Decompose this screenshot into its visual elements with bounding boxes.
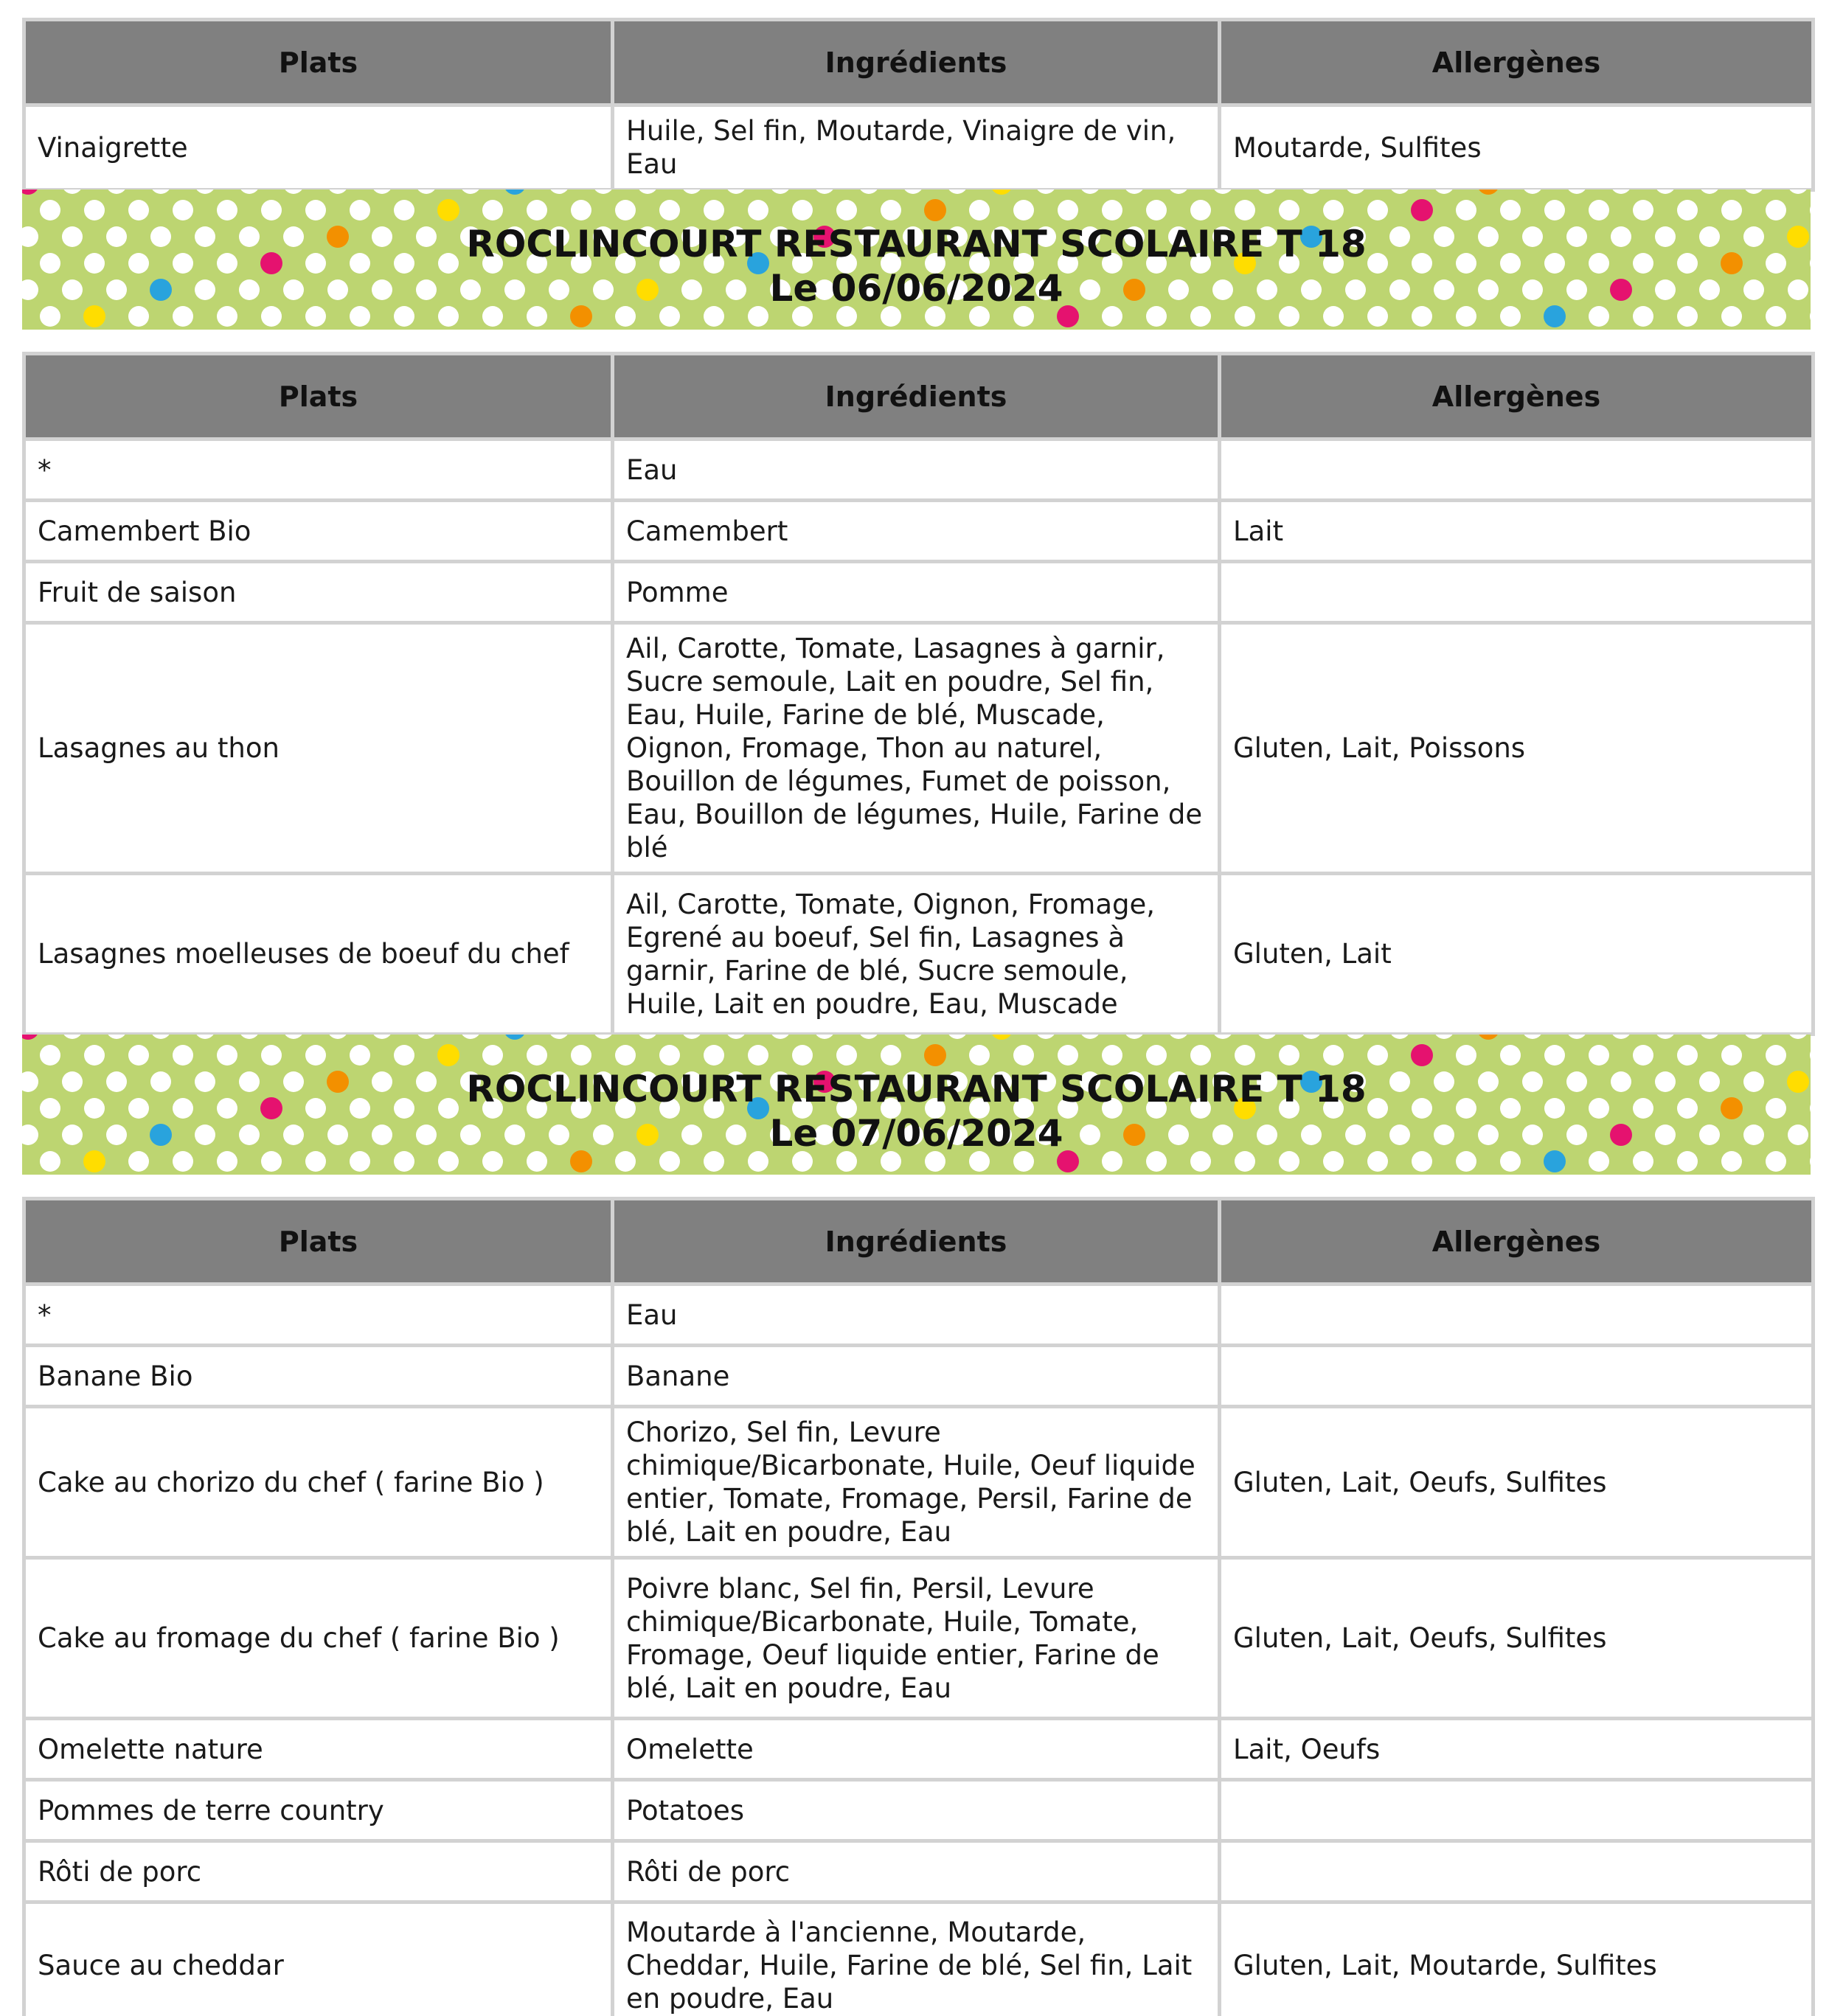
polka-dot [1633,200,1653,220]
polka-dot [416,1035,437,1039]
table-row [24,439,1814,501]
polka-dot [858,1035,879,1039]
polka-dot [659,1045,680,1066]
polka-dot [1102,1045,1122,1066]
restaurant-name: ROCLINCOURT RESTAURANT SCOLAIRE T 18 [466,1068,1367,1110]
table-row [24,1780,1814,1841]
polka-dot [84,1045,105,1066]
polka-dot [792,200,813,220]
cell-ingredients: Camembert [613,501,1220,562]
polka-dot [704,1045,724,1066]
polka-dot [1124,1035,1145,1039]
polka-dot [305,1045,326,1066]
polka-dot [1301,1035,1322,1039]
cell-allergenes [1220,439,1814,501]
column-header-ingredients: Ingrédients [613,354,1220,439]
polka-dot [1522,1035,1543,1039]
polka-dot [1035,1035,1056,1039]
polka-dot [704,200,724,220]
polka-dot [1212,1035,1233,1039]
polka-dot [1168,190,1189,194]
polka-dot [173,200,193,220]
polka-dot [1477,1035,1499,1040]
table-row [24,874,1814,1035]
polka-dot [261,200,282,220]
cell-ingredients: Chorizo, Sel fin, Levure chimique/Bicarbonate, Huile, Oeuf liquide entier, Tomate, Fromage, Persil, Farine de blé, Lait en poudre, Eau [613,1407,1220,1558]
polka-dot [858,190,879,194]
polka-dot [814,190,835,194]
polka-dot [1699,190,1720,194]
cell-ingredients: Eau [613,439,1220,501]
cell-plat: * [24,1285,613,1346]
menu-table-day2 [22,1197,1815,2016]
polka-dot [947,190,968,194]
cell-plat: Lasagnes moelleuses de boeuf du chef [24,874,613,1035]
polka-dot [924,199,946,221]
polka-dot [350,1045,370,1066]
polka-dot [1500,200,1521,220]
polka-dot [128,1045,149,1066]
polka-dot [327,1035,348,1039]
polka-dot [1124,190,1145,194]
polka-dot [1766,200,1786,220]
polka-dot [1257,190,1277,194]
polka-dot [1013,200,1034,220]
polka-dot [1544,1045,1565,1066]
polka-dot [1477,190,1499,195]
polka-dot [1743,190,1764,194]
polka-dot [1411,199,1433,221]
polka-dot [22,190,39,195]
polka-dot [195,190,215,194]
cell-ingredients: Poivre blanc, Sel fin, Persil, Levure chimique/Bicarbonate, Huile, Tomate, Fromage, Oeuf liquide entier, Farine de blé, Lait en poudre, Eau [613,1558,1220,1719]
table-row [24,562,1814,623]
polka-dot [1235,200,1255,220]
polka-dot [372,190,392,194]
polka-dot [549,190,569,194]
polka-dot [836,200,857,220]
polka-dot [990,1035,1013,1040]
polka-dot [1323,200,1344,220]
cell-plat: Camembert Bio [24,501,613,562]
polka-dot [195,1035,215,1039]
polka-dot [437,1044,459,1066]
polka-dot [239,1035,260,1039]
cell-plat: Lasagnes au thon [24,623,613,874]
polka-dot [460,190,481,194]
polka-dot [549,1035,569,1039]
polka-dot [1566,1035,1587,1039]
table-row [24,1346,1814,1407]
table-row [24,1407,1814,1558]
polka-dot [1810,1045,1811,1066]
table-row [24,1902,1814,2016]
polka-dot [770,190,791,194]
polka-dot [990,190,1013,195]
polka-dot [637,190,658,194]
restaurant-name: ROCLINCOURT RESTAURANT SCOLAIRE T 18 [466,223,1367,265]
polka-dot [1544,200,1565,220]
table-row [24,1841,1814,1902]
polka-dot [903,190,923,194]
day-banner-2 [22,1035,1811,1175]
cell-ingredients: Eau [613,1285,1220,1346]
polka-dot [261,1045,282,1066]
cell-allergenes [1220,1780,1814,1841]
polka-dot [1589,200,1609,220]
cell-allergenes: Lait, Oeufs [1220,1719,1814,1780]
menu-table-top [22,18,1815,192]
table-row [24,105,1814,190]
polka-dot [1389,1035,1410,1039]
polka-dot [1146,200,1167,220]
polka-dot [1168,1035,1189,1039]
polka-dot [350,200,370,220]
polka-dot [1080,1035,1100,1039]
polka-dot [106,1035,127,1039]
polka-dot [394,1045,414,1066]
polka-dot [1611,1035,1631,1039]
polka-dot [150,1035,171,1039]
polka-dot [1035,190,1056,194]
cell-allergenes [1220,1346,1814,1407]
polka-dot [128,200,149,220]
polka-dot [1434,190,1454,194]
polka-dot [1279,1045,1299,1066]
polka-dot [1766,1045,1786,1066]
polka-dot [1058,1045,1078,1066]
cell-ingredients: Huile, Sel fin, Moutarde, Vinaigre de vin, Eau [613,105,1220,190]
polka-dot [615,200,636,220]
polka-dot [1212,190,1233,194]
polka-dot [1102,200,1122,220]
cell-ingredients: Ail, Carotte, Tomate, Oignon, Fromage, Egrené au boeuf, Sel fin, Lasagnes à garnir, Farine de blé, Sucre semoule, Huile, Lait en poudre, Eau, Muscade [613,874,1220,1035]
polka-dot [1058,200,1078,220]
polka-dot [836,1045,857,1066]
column-header-allergenes: Allergènes [1220,1199,1814,1285]
polka-dot [726,1035,746,1039]
polka-dot [1522,190,1543,194]
cell-ingredients: Potatoes [613,1780,1220,1841]
polka-dot [1500,1045,1521,1066]
table-row [24,501,1814,562]
polka-dot [1345,1035,1366,1039]
polka-dot [416,190,437,194]
banner-title [22,1067,1811,1155]
polka-dot [1434,1035,1454,1039]
polka-dot [504,1035,526,1040]
polka-dot [1721,1045,1742,1066]
polka-dot [84,200,105,220]
cell-ingredients: Ail, Carotte, Tomate, Lasagnes à garnir, Sucre semoule, Lait en poudre, Sel fin, Eau, Huile, Farine de blé, Muscade, Oignon, Fromage, Thon au naturel, Bouillon de légumes, Fumet de poisson, Eau, Bouillon de légumes, Huile, Farine de blé [613,623,1220,874]
cell-ingredients: Pomme [613,562,1220,623]
polka-dot [681,1035,702,1039]
polka-dot [217,200,237,220]
polka-dot [814,1035,835,1039]
cell-ingredients: Rôti de porc [613,1841,1220,1902]
column-header-allergenes: Allergènes [1220,354,1814,439]
cell-plat: Banane Bio [24,1346,613,1407]
polka-dot [460,1035,481,1039]
polka-dot [637,1035,658,1039]
polka-dot [62,190,83,194]
polka-dot [482,1045,503,1066]
polka-dot [748,1045,768,1066]
cell-plat: Rôti de porc [24,1841,613,1902]
polka-dot [924,1044,946,1066]
cell-plat: Pommes de terre country [24,1780,613,1841]
polka-dot [1611,190,1631,194]
polka-dot [1301,190,1322,194]
table-row [24,623,1814,874]
polka-dot [792,1045,813,1066]
cell-ingredients: Moutarde à l'ancienne, Moutarde, Cheddar, Huile, Farine de blé, Sel fin, Lait en poudre, Eau [613,1902,1220,2016]
polka-dot [40,1045,60,1066]
polka-dot [947,1035,968,1039]
cell-allergenes: Gluten, Lait, Poissons [1220,623,1814,874]
polka-dot [1367,200,1388,220]
polka-dot [1677,1045,1698,1066]
polka-dot [593,190,614,194]
table-header-row [24,354,1814,439]
polka-dot [1788,1035,1808,1039]
cell-plat: Cake au chorizo du chef ( farine Bio ) [24,1407,613,1558]
polka-dot [150,190,171,194]
cell-ingredients: Banane [613,1346,1220,1407]
cell-allergenes: Gluten, Lait [1220,874,1814,1035]
polka-dot [659,200,680,220]
cell-plat: Omelette nature [24,1719,613,1780]
column-header-allergenes: Allergènes [1220,20,1814,105]
column-header-ingredients: Ingrédients [613,1199,1220,1285]
banner-title [22,222,1811,310]
polka-dot [1080,190,1100,194]
polka-dot [571,1045,591,1066]
polka-dot [881,1045,901,1066]
day-banner-1 [22,190,1811,330]
polka-dot [1456,200,1476,220]
polka-dot [1257,1035,1277,1039]
polka-dot [1411,1044,1433,1066]
polka-dot [1323,1045,1344,1066]
cell-allergenes [1220,562,1814,623]
table-row [24,1558,1814,1719]
cell-allergenes: Lait [1220,501,1814,562]
cell-ingredients: Omelette [613,1719,1220,1780]
polka-dot [1655,1035,1676,1039]
cell-plat: * [24,439,613,501]
cell-plat: Fruit de saison [24,562,613,623]
polka-dot [283,1035,304,1039]
menu-date: Le 07/06/2024 [769,1112,1063,1155]
menu-table-day1 [22,352,1815,1036]
polka-dot [969,200,990,220]
polka-dot [437,199,459,221]
polka-dot [1633,1045,1653,1066]
polka-dot [527,200,547,220]
polka-dot [106,190,127,194]
polka-dot [881,200,901,220]
polka-dot [770,1035,791,1039]
polka-dot [283,190,304,194]
cell-plat: Sauce au cheddar [24,1902,613,2016]
polka-dot [1655,190,1676,194]
polka-dot [726,190,746,194]
polka-dot [394,200,414,220]
polka-dot [1721,200,1742,220]
cell-allergenes: Gluten, Lait, Oeufs, Sulfites [1220,1407,1814,1558]
polka-dot [1367,1045,1388,1066]
table-header-row [24,20,1814,105]
polka-dot [40,200,60,220]
polka-dot [903,1035,923,1039]
polka-dot [615,1045,636,1066]
polka-dot [969,1045,990,1066]
polka-dot [62,1035,83,1039]
cell-plat: Cake au fromage du chef ( farine Bio ) [24,1558,613,1719]
polka-dot [327,190,348,194]
polka-dot [748,200,768,220]
polka-dot [527,1045,547,1066]
polka-dot [1279,200,1299,220]
cell-allergenes: Gluten, Lait, Moutarde, Sulfites [1220,1902,1814,2016]
column-header-plats: Plats [24,354,613,439]
table-header-row [24,1199,1814,1285]
cell-allergenes [1220,1841,1814,1902]
polka-dot [1190,200,1211,220]
polka-dot [593,1035,614,1039]
polka-dot [681,190,702,194]
polka-dot [1013,1045,1034,1066]
cell-allergenes: Gluten, Lait, Oeufs, Sulfites [1220,1558,1814,1719]
polka-dot [504,190,526,195]
column-header-ingredients: Ingrédients [613,20,1220,105]
polka-dot [1743,1035,1764,1039]
polka-dot [173,1045,193,1066]
cell-allergenes [1220,1285,1814,1346]
polka-dot [1345,190,1366,194]
polka-dot [239,190,260,194]
polka-dot [1190,1045,1211,1066]
polka-dot [372,1035,392,1039]
cell-allergenes: Moutarde, Sulfites [1220,105,1814,190]
polka-dot [1146,1045,1167,1066]
polka-dot [1699,1035,1720,1039]
column-header-plats: Plats [24,1199,613,1285]
polka-dot [571,200,591,220]
polka-dot [1566,190,1587,194]
menu-date: Le 06/06/2024 [769,267,1063,310]
polka-dot [482,200,503,220]
polka-dot [22,1035,39,1040]
polka-dot [1677,200,1698,220]
polka-dot [1235,1045,1255,1066]
table-row [24,1285,1814,1346]
polka-dot [1788,190,1808,194]
cell-plat: Vinaigrette [24,105,613,190]
polka-dot [1456,1045,1476,1066]
polka-dot [1589,1045,1609,1066]
polka-dot [1389,190,1410,194]
polka-dot [217,1045,237,1066]
polka-dot [1810,200,1811,220]
table-row [24,1719,1814,1780]
polka-dot [305,200,326,220]
column-header-plats: Plats [24,20,613,105]
